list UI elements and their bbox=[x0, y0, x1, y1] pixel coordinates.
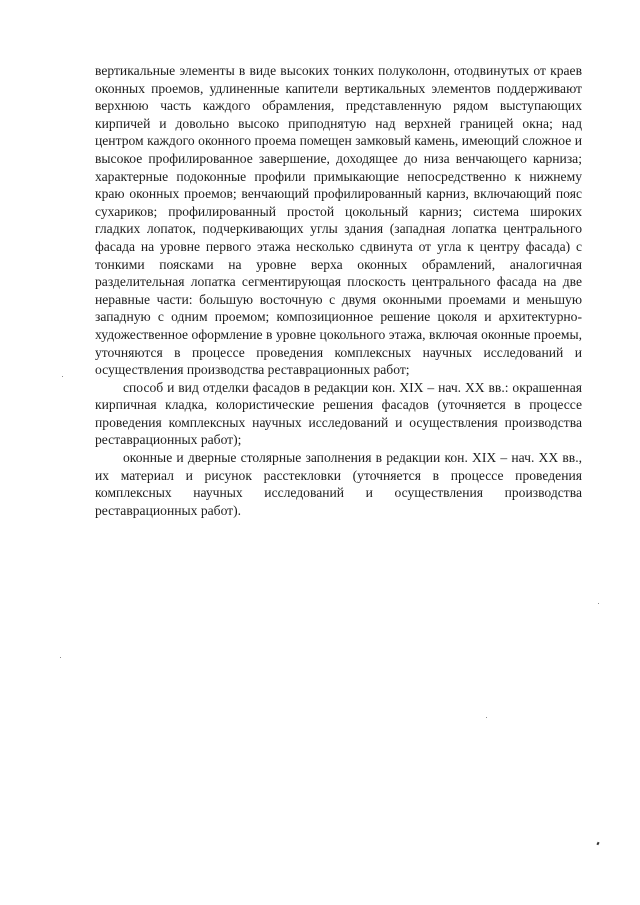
scan-mark bbox=[596, 842, 599, 846]
scan-speck bbox=[486, 717, 487, 718]
scan-speck bbox=[598, 603, 599, 604]
paragraph-window-door-fillings: оконные и дверные столярные заполнения в редакции кон. XIX – нач. XX вв., их материал и рисунок расстекловки (уточняется в процессе проведения комплексных научных исследований и осуществления производства реставрационных работ). bbox=[95, 450, 582, 518]
scan-speck bbox=[60, 657, 61, 658]
document-body bbox=[95, 62, 582, 519]
scan-speck bbox=[62, 376, 63, 377]
paragraph-architectural-elements: вертикальные элементы в виде высоких тонких полуколонн, отодвинутых от краев оконных проемов, удлиненные капители вертикальных элементов поддерживают верхнюю часть каждого обрамления, представленную рядом выступающих кирпичей и довольно высоко приподнятую над верхней границей окна; над центром каждого оконного проема помещен замковый камень, имеющий сложное и высокое профилированное завершение, доходящее до низа венчающего карниза; характерные подоконные профили примыкающие непосредственно к нижнему краю оконных проемов; венчающий профилированный карниз, включающий пояс сухариков; профилированный простой цокольный карниз; система широких гладких лопаток, подчеркивающих углы здания (западная лопатка центрального фасада на уровне первого этажа несколько сдвинута от угла к центру фасада) с тонкими поясками на уровне верха оконных обрамлений, аналогичная разделительная лопатка сегментирующая плоскость центрального фасада на две неравные части: большую восточную с двумя оконными проемами и меньшую западную с одним проемом; композиционное решение цоколя и архитектурно-художественное оформление в уровне цокольного этажа, включая оконные проемы, уточняются в процессе проведения комплексных научных исследований и осуществления производства реставрационных работ; bbox=[95, 63, 582, 378]
paragraph-facade-finish: способ и вид отделки фасадов в редакции кон. XIX – нач. XX вв.: окрашенная кирпичная кладка, колористические решения фасадов (уточняется в процессе проведения комплексных научных исследований и осуществления производства реставрационных работ); bbox=[95, 379, 582, 448]
